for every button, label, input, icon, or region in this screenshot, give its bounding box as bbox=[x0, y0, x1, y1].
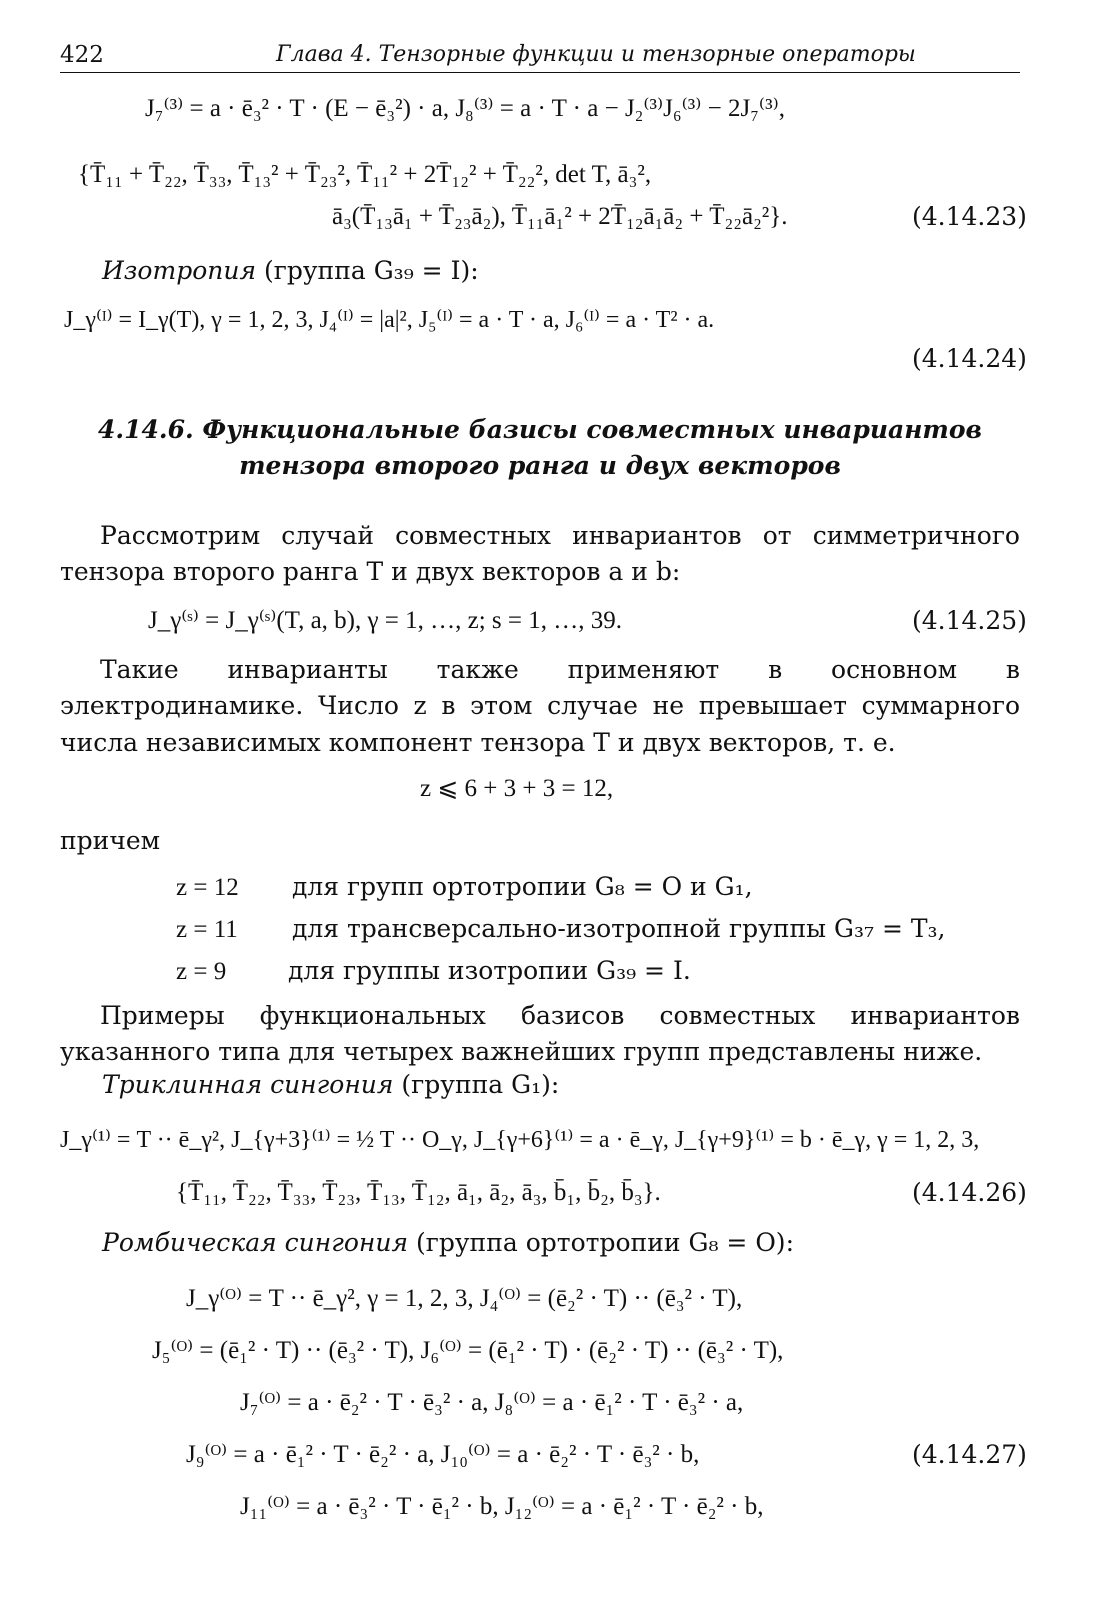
triclinic-heading bbox=[102, 1068, 559, 1102]
equation-4-14-27-line-3: J₇⁽ᴼ⁾ = a · ē₂² · T · ē₃² · a, J₈⁽ᴼ⁾ = a · ē₁² · T · ē₃² · a, bbox=[240, 1389, 744, 1416]
equation-4-14-23-line-3: ā₃(T̄₁₃ā₁ + T̄₂₃ā₂), T̄₁₁ā₁² + 2T̄₁₂ā₁ā₂ + T̄₂₂ā₂²}. bbox=[332, 203, 788, 230]
isotropy-group: (группа G₃₉ = I): bbox=[263, 256, 479, 285]
equation-number-4-14-26: (4.14.26) bbox=[912, 1178, 1027, 1207]
case-condition: z = 9 bbox=[176, 958, 227, 985]
running-title: Глава 4. Тензорные функции и тензорные операторы bbox=[276, 42, 916, 67]
case-row bbox=[176, 870, 753, 905]
case-text: для трансверсально-изотропной группы G₃₇ = T₃, bbox=[291, 914, 946, 943]
isotropy-label: Изотропия bbox=[102, 256, 257, 285]
case-row bbox=[176, 954, 691, 989]
equation-4-14-23-line-2: {T̄₁₁ + T̄₂₂, T̄₃₃, T̄₁₃² + T̄₂₃², T̄₁₁² + 2T̄₁₂² + T̄₂₂², det T, ā₃², bbox=[78, 161, 652, 188]
section-title bbox=[60, 412, 1020, 485]
case-row bbox=[176, 912, 945, 947]
equation-4-14-24-line-1: J_γ⁽ᴵ⁾ = I_γ(T), γ = 1, 2, 3, J₄⁽ᴵ⁾ = |a|², J₅⁽ᴵ⁾ = a · T · a, J₆⁽ᴵ⁾ = a · T² · a. bbox=[64, 307, 715, 333]
running-header bbox=[60, 38, 1020, 73]
equation-4-14-25-line-1: J_γ⁽ˢ⁾ = J_γ⁽ˢ⁾(T, a, b), γ = 1, …, z; s = 1, …, 39. bbox=[148, 607, 623, 634]
section-title-line-1: 4.14.6. Функциональные базисы совместных инвариантов bbox=[98, 415, 982, 444]
triclinic-label: Триклинная сингония bbox=[102, 1070, 394, 1099]
whereby-text: причем bbox=[60, 826, 161, 855]
equation-4-14-27-line-2: J₅⁽ᴼ⁾ = (ē₁² · T) ·· (ē₃² · T), J₆⁽ᴼ⁾ = (ē₁² · T) · (ē₂² · T) ·· (ē₃² · T), bbox=[152, 1337, 784, 1364]
equation-4-14-26-line-1: J_γ⁽¹⁾ = T ·· ē_γ², J_{γ+3}⁽¹⁾ = ½ T ·· O_γ, J_{γ+6}⁽¹⁾ = a · ē_γ, J_{γ+9}⁽¹⁾ = b · ē_γ, γ = 1, 2, 3, bbox=[60, 1127, 980, 1153]
equation-4-14-27-line-1: J_γ⁽ᴼ⁾ = T ·· ē_γ², γ = 1, 2, 3, J₄⁽ᴼ⁾ = (ē₂² · T) ·· (ē₃² · T), bbox=[186, 1285, 743, 1312]
rhombic-heading bbox=[102, 1226, 794, 1260]
case-condition: z = 11 bbox=[176, 916, 238, 943]
triclinic-group: (группа G₁): bbox=[401, 1070, 560, 1099]
paragraph-intro: Рассмотрим случай совместных инвариантов от симметричного тензора второго ранга T и двух векторов a и b: bbox=[60, 521, 1020, 587]
paragraph-examples: Примеры функциональных базисов совместных инвариантов указанного типа для четырех важнейших групп представлены ниже. bbox=[60, 1001, 1020, 1067]
equation-number-4-14-27: (4.14.27) bbox=[912, 1440, 1027, 1469]
equation-4-14-27-line-4: J₉⁽ᴼ⁾ = a · ē₁² · T · ē₂² · a, J₁₀⁽ᴼ⁾ = a · ē₂² · T · ē₃² · b, bbox=[186, 1441, 700, 1468]
equation-number-4-14-23: (4.14.23) bbox=[912, 202, 1027, 231]
equation-4-14-27-line-5: J₁₁⁽ᴼ⁾ = a · ē₃² · T · ē₁² · b, J₁₂⁽ᴼ⁾ = a · ē₁² · T · ē₂² · b, bbox=[240, 1493, 764, 1520]
isotropy-heading bbox=[102, 254, 479, 288]
section-title-line-2: тензора второго ранга и двух векторов bbox=[239, 451, 841, 481]
equation-4-14-26-line-2: {T̄₁₁, T̄₂₂, T̄₃₃, T̄₂₃, T̄₁₃, T̄₁₂, ā₁, ā₂, ā₃, b̄₁, b̄₂, b̄₃}. bbox=[176, 1179, 661, 1206]
page-number: 422 bbox=[60, 42, 104, 68]
paragraph-electrodynamics: Такие инварианты также применяют в основном в электродинамике. Число z в этом случае не превышает суммарного числа независимых компонент тензора T и двух векторов, т. е. bbox=[60, 655, 1020, 757]
inequality-z: z ⩽ 6 + 3 + 3 = 12, bbox=[420, 775, 614, 802]
rhombic-group: (группа ортотропии G₈ = O): bbox=[415, 1228, 794, 1257]
case-condition: z = 12 bbox=[176, 874, 239, 901]
equation-number-4-14-24: (4.14.24) bbox=[912, 344, 1027, 373]
equation-number-4-14-25: (4.14.25) bbox=[912, 606, 1027, 635]
case-text: для групп ортотропии G₈ = O и G₁, bbox=[291, 872, 753, 901]
rhombic-label: Ромбическая сингония bbox=[102, 1228, 409, 1257]
case-text: для группы изотропии G₃₉ = I. bbox=[287, 956, 691, 985]
equation-4-14-23-line-1: J₇⁽³⁾ = a · ē₃² · T · (E − ē₃²) · a, J₈⁽³⁾ = a · T · a − J₂⁽³⁾J₆⁽³⁾ − 2J₇⁽³⁾, bbox=[145, 95, 785, 122]
